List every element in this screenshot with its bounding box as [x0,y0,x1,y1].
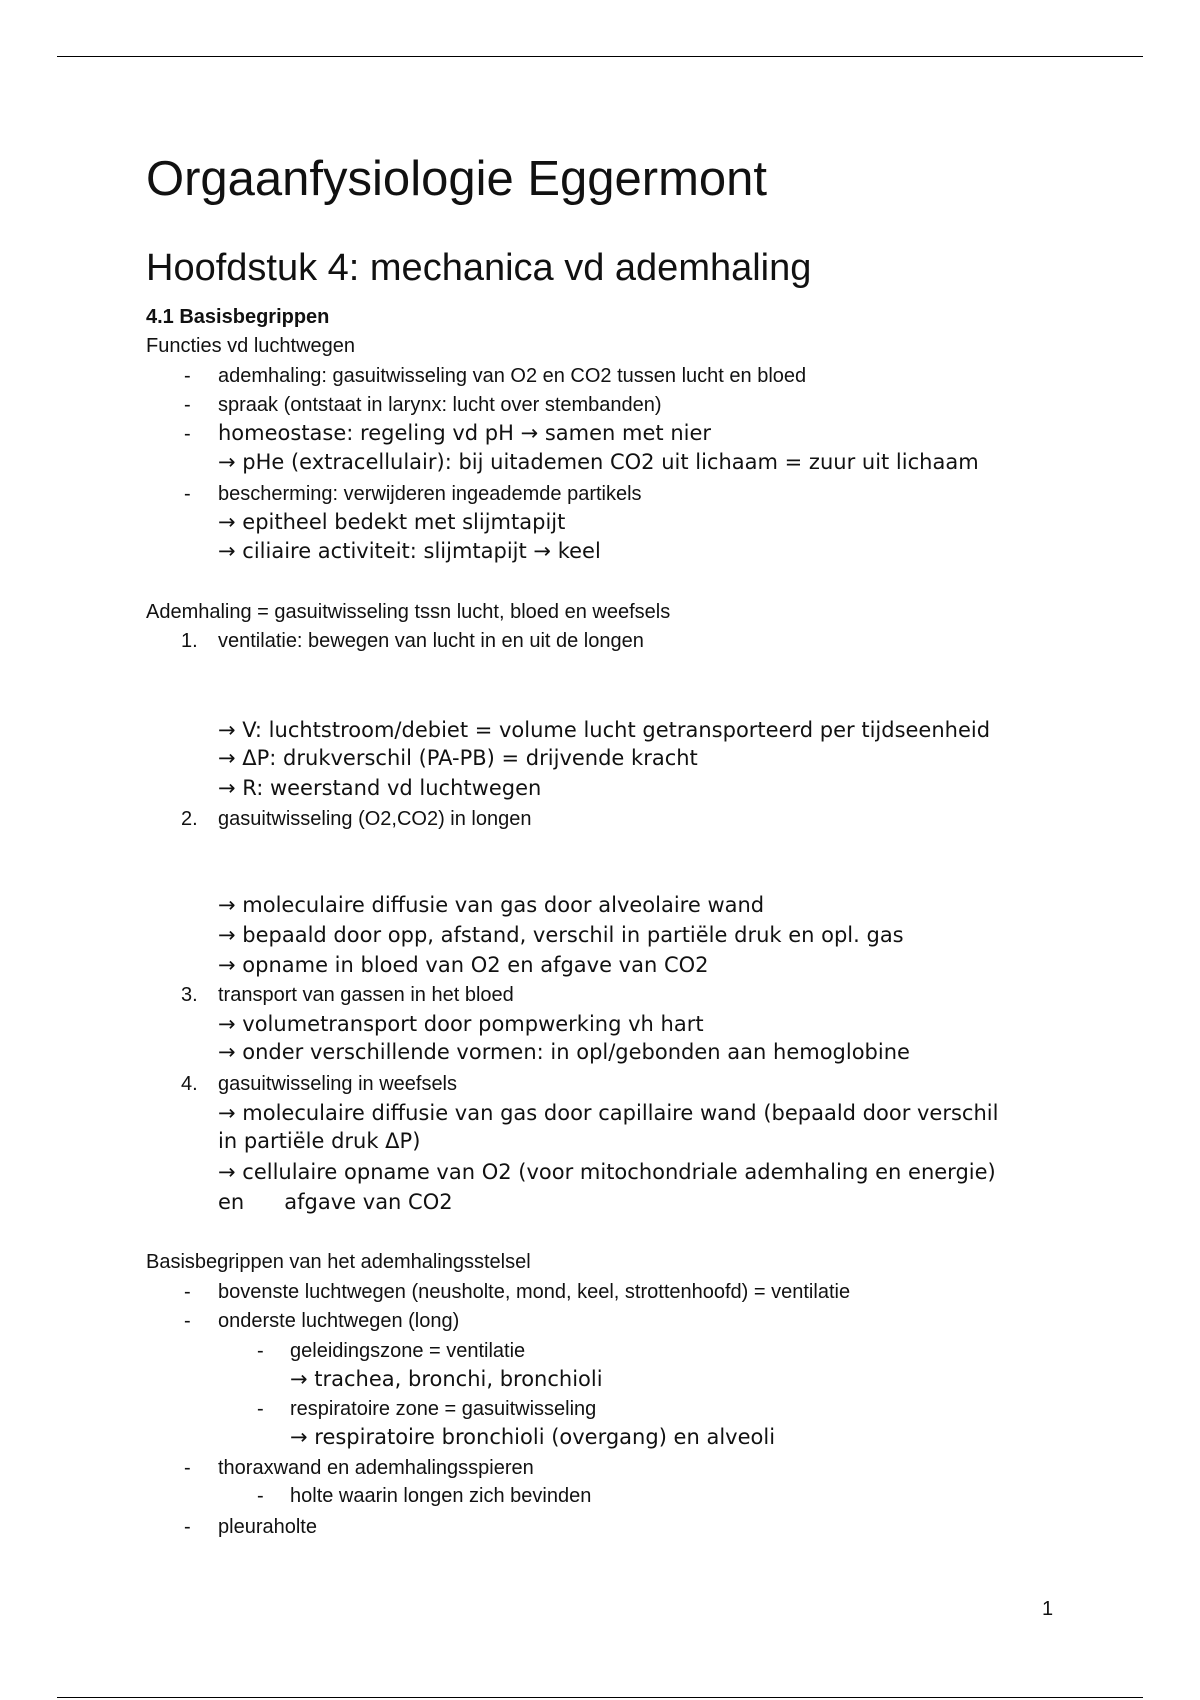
bullet-dash: - [257,1340,264,1362]
step-number: 4. [181,1073,198,1095]
step-note: en afgave van CO2 [218,1190,453,1214]
step-note: → R: weerstand vd luchtwegen [218,776,542,800]
step-note: → opname in bloed van O2 en afgave van CO2 [218,953,709,977]
step-note: → onder verschillende vormen: in opl/gebonden aan hemoglobine [218,1040,910,1064]
sub-list-item: holte waarin longen zich bevinden [290,1485,592,1507]
step-item: transport van gassen in het bloed [218,984,514,1006]
list-item: thoraxwand en ademhalingsspieren [218,1457,534,1479]
step-number: 3. [181,984,198,1006]
bullet-dash: - [184,1457,191,1479]
bullet-dash: - [184,365,191,387]
sub-list-note: → trachea, bronchi, bronchioli [290,1367,603,1391]
bullet-dash: - [184,423,191,445]
step-note: → ΔP: drukverschil (PA-PB) = drijvende kracht [218,746,698,770]
bullet-dash: - [184,394,191,416]
section-heading: 4.1 Basisbegrippen [146,306,330,328]
bullet-dash: - [184,1310,191,1332]
sub-list-item: geleidingszone = ventilatie [290,1340,526,1362]
list-item: ademhaling: gasuitwisseling van O2 en CO2 tussen lucht en bloed [218,365,807,387]
list-item: bescherming: verwijderen ingeademde partikels [218,483,642,505]
document-title: Orgaanfysiologie Eggermont [146,152,768,206]
breathing-heading: Ademhaling = gasuitwisseling tssn lucht, bloed en weefsels [146,601,671,623]
bottom-rule [57,1697,1143,1698]
list-note: → ciliaire activiteit: slijmtapijt → keel [218,539,601,563]
step-note: in partiële druk ΔP) [218,1129,421,1153]
bullet-dash: - [257,1485,264,1507]
list-note: → pHe (extracellulair): bij uitademen CO2 uit lichaam = zuur uit lichaam [218,450,979,474]
step-number: 2. [181,808,198,830]
sub-list-note: → respiratoire bronchioli (overgang) en alveoli [290,1425,776,1449]
basics-heading: Basisbegrippen van het ademhalingsstelsel [146,1251,531,1273]
list-note: → epitheel bedekt met slijmtapijt [218,510,566,534]
sub-list-item: respiratoire zone = gasuitwisseling [290,1398,597,1420]
list-item: onderste luchtwegen (long) [218,1310,460,1332]
step-note: → moleculaire diffusie van gas door capillaire wand (bepaald door verschil [218,1101,999,1125]
step-note: → V: luchtstroom/debiet = volume lucht getransporteerd per tijdseenheid [218,718,991,742]
functions-heading: Functies vd luchtwegen [146,335,356,357]
bullet-dash: - [257,1398,264,1420]
list-item: pleuraholte [218,1516,317,1538]
step-note: → bepaald door opp, afstand, verschil in partiële druk en opl. gas [218,923,904,947]
top-rule [57,56,1143,57]
list-item: bovenste luchtwegen (neusholte, mond, keel, strottenhoofd) = ventilatie [218,1281,851,1303]
bullet-dash: - [184,483,191,505]
list-item: homeostase: regeling vd pH → samen met nier [218,421,712,445]
list-item: spraak (ontstaat in larynx: lucht over stembanden) [218,394,662,416]
bullet-dash: - [184,1516,191,1538]
page-number: 1 [1042,1598,1054,1620]
step-note: → moleculaire diffusie van gas door alveolaire wand [218,893,765,917]
step-item: gasuitwisseling in weefsels [218,1073,458,1095]
step-number: 1. [181,630,198,652]
step-note: → cellulaire opname van O2 (voor mitochondriale ademhaling en energie) [218,1160,996,1184]
step-note: → volumetransport door pompwerking vh hart [218,1012,704,1036]
step-item: ventilatie: bewegen van lucht in en uit de longen [218,630,644,652]
chapter-heading: Hoofdstuk 4: mechanica vd ademhaling [146,247,812,289]
bullet-dash: - [184,1281,191,1303]
step-item: gasuitwisseling (O2,CO2) in longen [218,808,532,830]
